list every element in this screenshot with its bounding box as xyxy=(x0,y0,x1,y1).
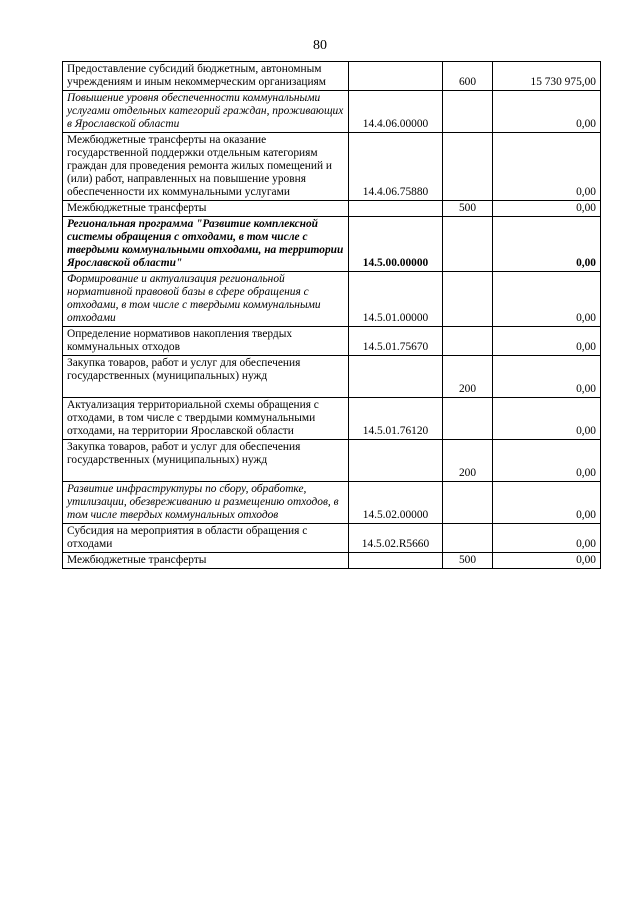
table-row xyxy=(63,272,601,327)
row-amount-cell: 0,00 xyxy=(493,398,601,440)
row-code-cell: 14.5.01.00000 xyxy=(349,272,443,327)
row-name-cell: Повышение уровня обеспеченности коммунальными услугами отдельных категорий граждан, проживающих в Ярославской области xyxy=(63,91,349,133)
row-name-cell: Межбюджетные трансферты на оказание государственной поддержки отдельным категориям граждан для проведения ремонта жилых помещений и (или) работ, направленных на повышение уровня обеспеченности их коммунальными услугами xyxy=(63,133,349,201)
row-code-cell xyxy=(349,62,443,91)
table-row xyxy=(63,217,601,272)
row-type-cell: 200 xyxy=(443,356,493,398)
page-number: 80 xyxy=(313,38,327,53)
table-row xyxy=(63,91,601,133)
row-type-cell xyxy=(443,524,493,553)
row-type-cell: 500 xyxy=(443,201,493,217)
row-name-cell: Закупка товаров, работ и услуг для обеспечения государственных (муниципальных) нужд xyxy=(63,440,349,482)
table-row xyxy=(63,440,601,482)
row-amount-cell: 0,00 xyxy=(493,91,601,133)
row-type-cell xyxy=(443,272,493,327)
row-amount-cell: 15 730 975,00 xyxy=(493,62,601,91)
row-amount-cell: 0,00 xyxy=(493,440,601,482)
row-name-cell: Региональная программа "Развитие комплексной системы обращения с отходами, в том числе с твердыми коммунальными отходами, на территории Ярославской области" xyxy=(63,217,349,272)
table-row xyxy=(63,398,601,440)
row-type-cell xyxy=(443,91,493,133)
table-row xyxy=(63,327,601,356)
row-code-cell: 14.5.01.76120 xyxy=(349,398,443,440)
table-row xyxy=(63,133,601,201)
row-name-cell: Закупка товаров, работ и услуг для обеспечения государственных (муниципальных) нужд xyxy=(63,356,349,398)
row-code-cell: 14.4.06.00000 xyxy=(349,91,443,133)
row-type-cell xyxy=(443,217,493,272)
row-name-cell: Межбюджетные трансферты xyxy=(63,553,349,569)
row-amount-cell: 0,00 xyxy=(493,482,601,524)
table-row xyxy=(63,356,601,398)
row-type-cell xyxy=(443,398,493,440)
row-type-cell xyxy=(443,327,493,356)
row-type-cell xyxy=(443,482,493,524)
row-type-cell: 200 xyxy=(443,440,493,482)
row-type-cell: 600 xyxy=(443,62,493,91)
row-type-cell: 500 xyxy=(443,553,493,569)
row-name-cell: Предоставление субсидий бюджетным, автономным учреждениям и иным некоммерческим организациям xyxy=(63,62,349,91)
row-amount-cell: 0,00 xyxy=(493,217,601,272)
table-row xyxy=(63,201,601,217)
row-amount-cell: 0,00 xyxy=(493,524,601,553)
row-code-cell xyxy=(349,201,443,217)
row-code-cell xyxy=(349,356,443,398)
row-amount-cell: 0,00 xyxy=(493,553,601,569)
row-amount-cell: 0,00 xyxy=(493,356,601,398)
table-row xyxy=(63,524,601,553)
row-name-cell: Определение нормативов накопления твердых коммунальных отходов xyxy=(63,327,349,356)
row-code-cell xyxy=(349,440,443,482)
row-code-cell: 14.5.02.00000 xyxy=(349,482,443,524)
row-amount-cell: 0,00 xyxy=(493,201,601,217)
row-code-cell: 14.4.06.75880 xyxy=(349,133,443,201)
row-name-cell: Развитие инфраструктуры по сбору, обработке, утилизации, обезвреживанию и размещению отходов, в том числе твердых коммунальных отходов xyxy=(63,482,349,524)
row-code-cell: 14.5.02.R5660 xyxy=(349,524,443,553)
row-amount-cell: 0,00 xyxy=(493,133,601,201)
row-name-cell: Формирование и актуализация региональной нормативной правовой базы в сфере обращения с отходами, в том числе с твердыми коммунальными отходами xyxy=(63,272,349,327)
row-code-cell: 14.5.01.75670 xyxy=(349,327,443,356)
row-type-cell xyxy=(443,133,493,201)
table-row xyxy=(63,62,601,91)
table-row xyxy=(63,482,601,524)
row-name-cell: Актуализация территориальной схемы обращения с отходами, в том числе с твердыми коммунальными отходами, на территории Ярославской области xyxy=(63,398,349,440)
table-row xyxy=(63,553,601,569)
row-name-cell: Субсидия на мероприятия в области обращения с отходами xyxy=(63,524,349,553)
row-name-cell: Межбюджетные трансферты xyxy=(63,201,349,217)
row-amount-cell: 0,00 xyxy=(493,272,601,327)
row-code-cell: 14.5.00.00000 xyxy=(349,217,443,272)
budget-table xyxy=(62,61,601,569)
row-amount-cell: 0,00 xyxy=(493,327,601,356)
row-code-cell xyxy=(349,553,443,569)
